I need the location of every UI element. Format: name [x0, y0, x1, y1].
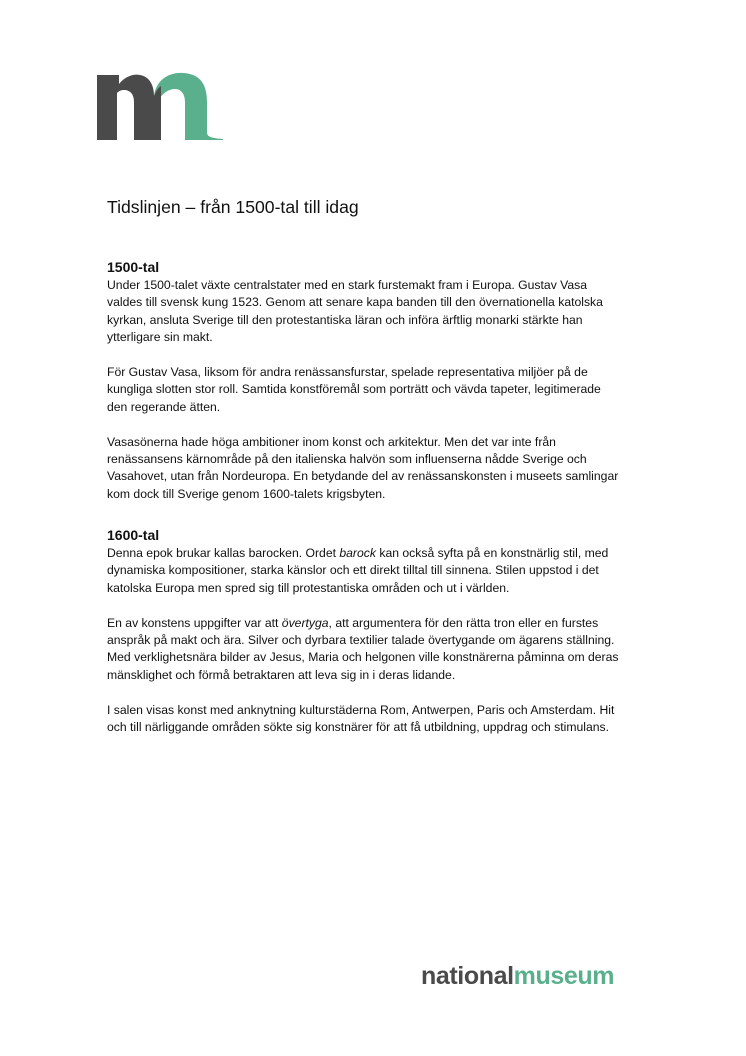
text-line: Vasahovet, utan från Nordeuropa. En betydande del av renässanskonsten i museets samlingar: [107, 469, 619, 484]
paragraph: [107, 545, 667, 597]
page-title: Tidslinjen – från 1500-tal till idag: [107, 197, 359, 217]
text-line: Vasasönerna hade höga ambitioner inom konst och arkitektur. Men det var inte från: [107, 434, 556, 449]
text-line: ytterligare sin makt.: [107, 330, 213, 345]
text-run: , att argumentera för den rätta tron eller en furstes: [328, 615, 599, 630]
nationalmuseum-wordmark: [421, 962, 614, 991]
wordmark-museum: museum: [513, 962, 615, 990]
text-line: kom dock till Sverige genom 1600-talets krigsbyten.: [107, 486, 386, 501]
text-line: renässansens kärnområde på den italienska halvön som influenserna nådde Sverige och: [107, 452, 587, 467]
m-logo-icon: [97, 72, 223, 140]
text-line: och till närliggande områden sökte sig konstnärer för att få utbildning, uppdrag och stimulans.: [107, 720, 610, 735]
section-1600: [107, 526, 667, 754]
emphasis-text: barock: [339, 546, 376, 560]
text-run: kan också syfta på en konstnärlig stil, med: [375, 546, 609, 560]
text-line: kyrkan, ansluta Sverige till den protestantiska läran och införa ärftlig monarki stärkte han: [107, 312, 583, 327]
text-line: katolska Europa men spred sig till protestantiska områden och ut i världen.: [107, 580, 510, 595]
section-heading: 1500-tal: [107, 259, 160, 275]
paragraph: [107, 364, 667, 416]
paragraph: [107, 702, 667, 737]
text-line: Under 1500-talet växte centralstater med en stark furstemakt fram i Europa. Gustav Vasa: [107, 278, 588, 292]
paragraph: [107, 277, 667, 347]
text-line: valdes till svensk kung 1523. Genom att senare kapa banden till den övernationella katolska: [107, 295, 603, 310]
paragraph: [107, 615, 667, 685]
text-line: den regerande ätten.: [107, 399, 221, 414]
emphasis-text: övertyga: [281, 615, 329, 630]
text-run: En av konstens uppgifter var att: [107, 615, 282, 630]
text-line: kungliga slotten stor roll. Samtida konstföremål som porträtt och vävda tapeter, legitimerade: [107, 382, 601, 397]
text-run: Denna epok brukar kallas barocken. Ordet: [107, 546, 340, 560]
section-heading: 1600-tal: [107, 527, 160, 543]
text-line: anspråk på makt och ära. Silver och dyrbara textilier talade övertygande om ägarens ställning.: [107, 633, 615, 648]
text-line: [107, 545, 667, 562]
text-line: Med verklighetsnära bilder av Jesus, Maria och helgonen ville konstnärerna påminna om deras: [107, 650, 619, 665]
text-line: [107, 615, 667, 632]
section-1500: [107, 258, 667, 521]
paragraph: [107, 434, 667, 504]
text-line: dynamiska kompositioner, starka känslor och ett direkt tilltal till sinnena. Stilen uppstod i det: [107, 563, 599, 578]
wordmark-national: national: [421, 962, 514, 990]
text-line: För Gustav Vasa, liksom för andra renässansfurstar, spelade representativa miljöer på de: [107, 365, 588, 380]
text-line: mänsklighet och förmå betraktaren att leva sig in i deras lidande.: [107, 667, 456, 682]
text-line: I salen visas konst med anknytning kulturstäderna Rom, Antwerpen, Paris och Amsterdam. Hit: [107, 702, 615, 717]
